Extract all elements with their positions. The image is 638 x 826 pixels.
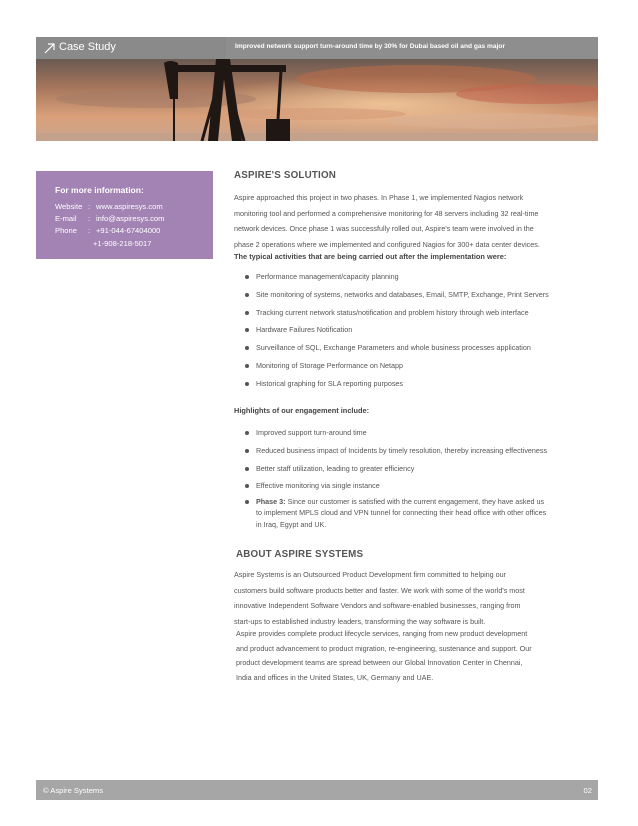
activities-list — [234, 268, 598, 393]
phone-row: Phone : +91-044-67404000 — [55, 226, 161, 235]
bullet-icon — [245, 275, 249, 279]
arrow-up-right-icon — [43, 41, 57, 55]
list-item: Performance management/capacity planning — [234, 268, 598, 286]
bullet-icon — [245, 328, 249, 332]
solution-paragraph: Aspire approached this project in two phases. In Phase 1, we implemented Nagios network monitoring tool and performed a comprehensive monitoring for 48 servers including 32 real-time network devices. Once phase 1 was successfully rolled out, Aspire's team were involved in the phase 2 operations where we implemented and configured Nagios for 300+ data center devices. — [234, 193, 540, 249]
bullet-icon — [245, 484, 249, 488]
solution-section — [234, 170, 598, 181]
email-link[interactable]: info@aspiresys.com — [96, 214, 165, 223]
phase3-label: Phase 3: — [256, 497, 286, 506]
bullet-icon — [245, 293, 249, 297]
bullet-icon — [245, 382, 249, 386]
about-paragraph-1: Aspire Systems is an Outsourced Product Development firm committed to helping our customers build software products better and faster. We work with some of the world's most innovative Independent Software Vendors and software-enabled businesses, ranging from start-ups to established industry leaders, transforming the way software is built. — [234, 570, 525, 626]
contact-info-box — [36, 171, 213, 259]
list-item: Effective monitoring via single instance — [234, 477, 598, 495]
activities-heading: The typical activities that are being carried out after the implementation were: — [234, 252, 507, 261]
bullet-icon — [245, 467, 249, 471]
list-item: Surveillance of SQL, Exchange Parameters and whole business processes application — [234, 339, 598, 357]
page-number: 02 — [583, 786, 592, 795]
bullet-icon — [245, 500, 249, 504]
case-study-tag — [36, 37, 226, 59]
contact-title: For more information: — [55, 185, 144, 195]
header-subtitle: Improved network support turn-around time by 30% for Dubai based oil and gas major — [235, 43, 506, 50]
bullet-icon — [245, 449, 249, 453]
website-label: Website — [55, 202, 83, 211]
solution-heading: ASPIRE'S SOLUTION — [234, 170, 337, 181]
highlights-heading: Highlights of our engagement include: — [234, 406, 370, 415]
phone-number-2: +1-908-218-5017 — [93, 239, 152, 248]
bullet-icon — [245, 346, 249, 350]
bullet-icon — [245, 311, 249, 315]
list-item: Phase 3: Since our customer is satisfied with the current engagement, they have asked us to implement MPLS cloud and VPN tunnel for connecting their head office with other offices in Iraq, Egypt and UK. — [234, 496, 598, 530]
list-item: Better staff utilization, leading to greater efficiency — [234, 460, 598, 478]
list-item: Monitoring of Storage Performance on Netapp — [234, 357, 598, 375]
list-item: Tracking current network status/notification and problem history through web interface — [234, 304, 598, 322]
about-paragraph-2: Aspire provides complete product lifecycle services, ranging from new product development and product advancement to product migration, re-engineering, sustenance and support. Our product development teams are spread between our Global Innovation Center in Chennai, India and offices in the United States, UK, Germany and UAE. — [236, 629, 532, 682]
website-row: Website : www.aspiresys.com — [55, 202, 163, 211]
case-study-label: Case Study — [59, 41, 116, 53]
list-item: Improved support turn-around time — [234, 424, 598, 442]
about-heading: ABOUT ASPIRE SYSTEMS — [236, 549, 364, 560]
list-item: Site monitoring of systems, networks and databases, Email, SMTP, Exchange, Print Servers — [234, 286, 598, 304]
email-row: E-mail : info@aspiresys.com — [55, 214, 165, 223]
footer-bar — [36, 780, 598, 800]
phone-number-1: +91-044-67404000 — [96, 226, 161, 235]
copyright: © Aspire Systems — [43, 786, 104, 795]
highlights-list — [234, 424, 598, 495]
email-label: E-mail — [55, 214, 77, 223]
list-item: Historical graphing for SLA reporting purposes — [234, 375, 598, 393]
banner-image — [36, 59, 598, 141]
bullet-icon — [245, 431, 249, 435]
phase3-item — [234, 496, 598, 530]
list-item: Reduced business impact of Incidents by timely resolution, thereby increasing effectiveness — [234, 442, 598, 460]
bullet-icon — [245, 364, 249, 368]
website-link[interactable]: www.aspiresys.com — [96, 202, 163, 211]
list-item: Hardware Failures Notification — [234, 321, 598, 339]
header-bar — [36, 37, 598, 59]
phone-row-2 — [93, 239, 151, 248]
about-section — [236, 549, 600, 560]
phone-label: Phone — [55, 226, 77, 235]
